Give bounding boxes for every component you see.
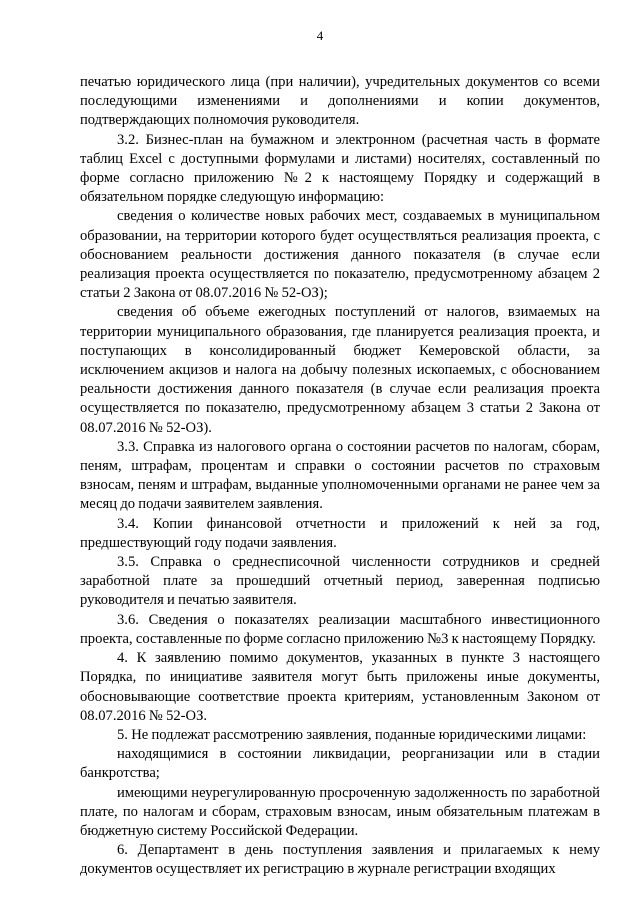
paragraph: печатью юридического лица (при наличии), учредительных документов со всеми последующими изменениями и дополнениями и копии документов, подтверждающих полномочия руководителя. [80,74,600,129]
paragraph: 6. Департамент в день поступления заявления и прилагаемых к нему документов осуществляет их регистрацию в журнале регистрации входящих [80,842,600,878]
document-body [80,73,600,880]
paragraph: 5. Не подлежат рассмотрению заявления, поданные юридическими лицами: [117,726,587,743]
paragraph: 3.6. Сведения о показателях реализации масштабного инвестиционного проекта, составленные по форме согласно приложению №3 к настоящему Порядку. [80,611,600,647]
paragraph: находящимися в состоянии ликвидации, реорганизации или в стадии банкротства; [80,746,600,782]
paragraph: 3.4. Копии финансовой отчетности и приложений к ней за год, предшествующий году подачи заявления. [80,515,600,551]
paragraph: сведения о количестве новых рабочих мест, создаваемых в муниципальном образовании, на территории которого будет осуществляться реализация проекта, с обоснованием реальности достижения данного показателя (в случае если реализация проекта осуществляется по показателю, предусмотренному абзацем 2 статьи 2 Закона от 08.07.2016 № 52-ОЗ); [80,208,600,302]
page-number: 4 [316,28,324,43]
paragraph: сведения об объеме ежегодных поступлений от налогов, взимаемых на территории муниципального образования, где планируется реализация проекта, и поступающих в консолидированный бюджет Кемеровской области, за исключением акцизов и налога на добычу полезных ископаемых, с обоснованием реальности достижения данного показателя (в случае если реализация проекта осуществляется по показателю, предусмотренному абзацем 3 статьи 2 Закона от 08.07.2016 № 52-ОЗ). [80,304,600,436]
paragraph: 3.3. Справка из налогового органа о состоянии расчетов по налогам, сборам, пеням, штрафам, процентам и справки о состоянии расчетов по страховым взносам, пеням и штрафам, выданные уполномоченными органами не ранее чем за месяц до подачи заявителем заявления. [80,438,600,513]
paragraph: 3.5. Справка о среднесписочной численности сотрудников и средней заработной плате за прошедший отчетный период, заверенная подписью руководителя и печатью заявителя. [80,554,600,609]
paragraph: 3.2. Бизнес-план на бумажном и электронном (расчетная часть в формате таблиц Excel с доступными формулами и листами) носителях, составленный по форме согласно приложению №2 к настоящему Порядку и содержащий в обязательном порядке следующую информацию: [80,131,600,206]
paragraph: 4. К заявлению помимо документов, указанных в пункте 3 настоящего Порядка, по инициативе заявителя могут быть приложены иные документы, обосновывающие соответствие проекта критериям, установленным Законом от 08.07.2016 № 52-ОЗ. [80,650,600,724]
paragraph: имеющими неурегулированную просроченную задолженность по заработной плате, по налогам и сборам, страховым взносам, иным обязательным платежам в бюджетную систему Российской Федерации. [80,784,600,839]
